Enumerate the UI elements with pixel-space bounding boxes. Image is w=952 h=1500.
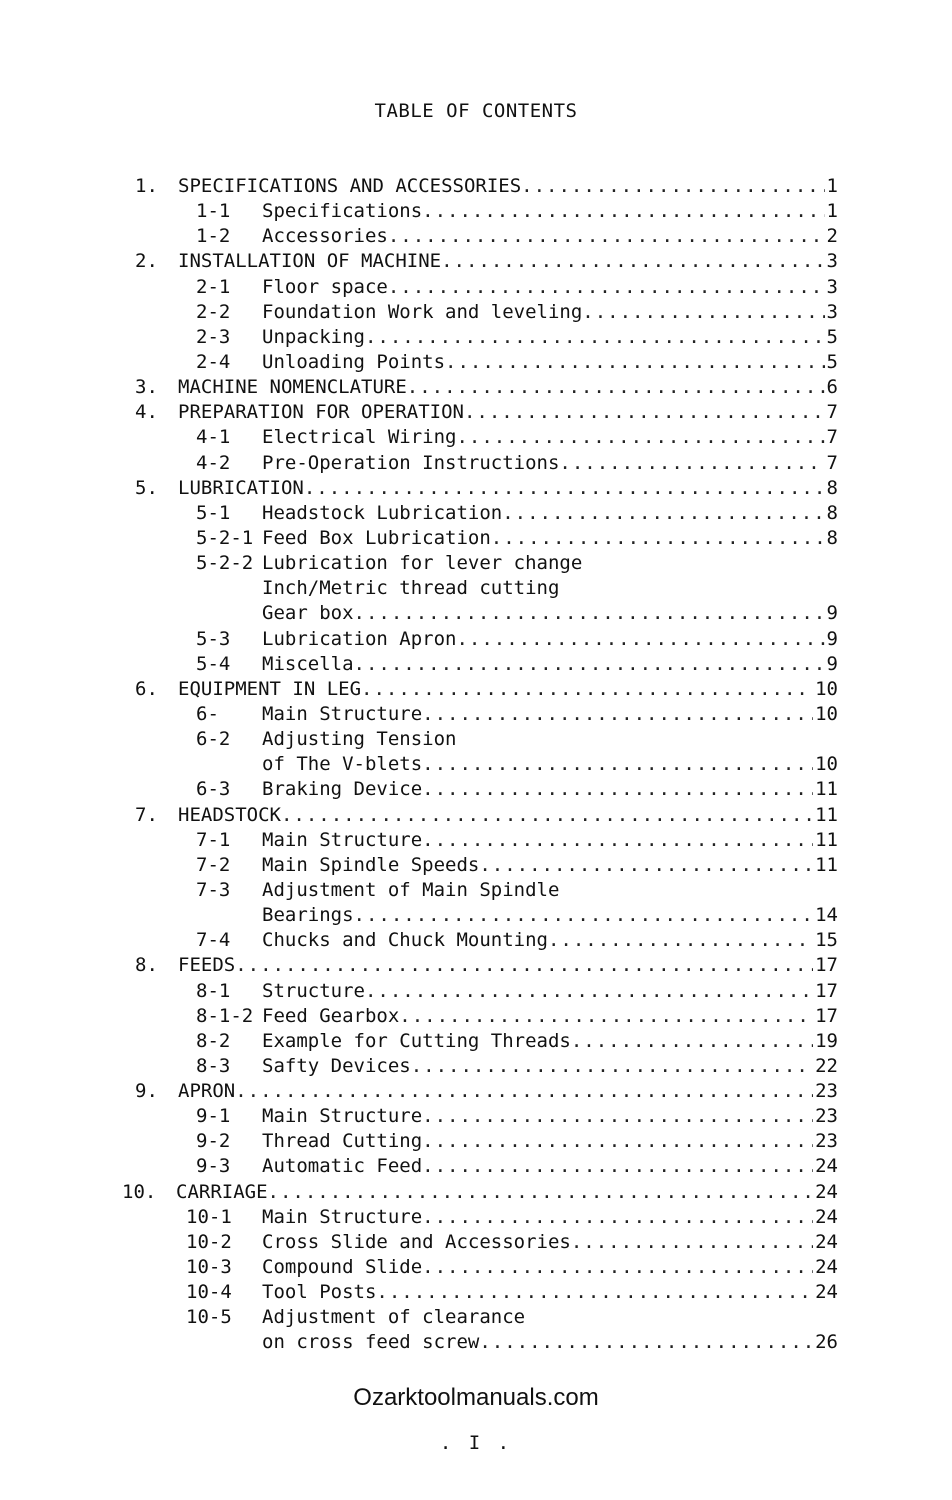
toc-entry-number: 6- [196,702,219,725]
toc-entry-number: 9-1 [196,1105,231,1128]
dot-leader [464,400,825,425]
toc-entry [0,375,952,400]
toc-entry-number: 5-1 [196,501,231,524]
toc-entry-page: 17 [815,954,838,977]
toc-entry-page: 23 [815,1080,838,1103]
dot-leader [548,928,813,953]
dot-leader [521,174,824,199]
toc-entry-title: Feed Gearbox [262,1004,400,1027]
toc-entry-page: 10 [815,677,838,700]
dot-leader [445,350,825,375]
toc-entry-number: 6-3 [196,778,231,801]
toc-entry-page: 9 [826,652,838,675]
toc-entry-number: 4-2 [196,451,231,474]
dot-leader [399,1004,813,1029]
toc-entry-page: 26 [815,1331,838,1354]
toc-entry-title: Accessories [262,225,388,248]
toc-entry [0,953,952,978]
toc-entry-page: 9 [826,627,838,650]
toc-entry-title: MACHINE NOMENCLATURE [178,376,407,399]
dot-leader [304,476,825,501]
dot-leader [411,1054,813,1079]
toc-entry-number: 9. [135,1080,158,1103]
toc-entry-page: 1 [826,200,838,223]
dot-leader [422,1205,813,1230]
toc-entry-number: 7-1 [196,828,231,851]
toc-entry-page: 8 [826,501,838,524]
dot-leader [422,1129,813,1154]
toc-entry-number: 7. [135,803,158,826]
dot-leader [354,601,825,626]
toc-entry [0,979,952,1004]
dot-leader [422,828,813,853]
toc-entry-title: LUBRICATION [178,476,304,499]
toc-entry-page: 22 [815,1054,838,1077]
dot-leader [479,1330,813,1355]
toc-entry-title: Pre-Operation Instructions [262,451,560,474]
toc-entry-number: 5-3 [196,627,231,650]
toc-entry [0,752,952,777]
toc-entry [0,803,952,828]
dot-leader [361,677,813,702]
toc-entry [0,853,952,878]
toc-entry-title: Miscella [262,652,354,675]
toc-entry-title: Bearings [262,904,354,927]
toc-entry-number: 4. [135,401,158,424]
toc-entry-page: 11 [815,803,838,826]
toc-entry-page: 3 [826,275,838,298]
toc-entry-number: 5. [135,476,158,499]
toc-entry-title: Unpacking [262,325,365,348]
toc-entry-title: APRON [178,1080,236,1103]
dot-leader [365,325,825,350]
toc-entry-title: of The V-blets [262,753,423,776]
toc-entry-page: 17 [815,1004,838,1027]
toc-entry [0,526,952,551]
toc-entry-page: 24 [815,1256,838,1279]
toc-entry [0,1255,952,1280]
toc-entry [0,677,952,702]
toc-entry [0,1004,952,1029]
toc-entry-page: 8 [826,476,838,499]
toc-entry-number: 3. [135,376,158,399]
toc-entry-title: Floor space [262,275,388,298]
dot-leader [456,425,824,450]
toc-entry-page: 24 [815,1180,838,1203]
toc-entry [0,627,952,652]
dot-leader [235,953,813,978]
toc-entry-title: Inch/Metric thread cutting [262,577,560,600]
dot-leader [422,777,813,802]
toc-entry-number: 10-3 [186,1256,232,1279]
table-of-contents [0,174,952,1356]
dot-leader [268,1180,814,1205]
toc-entry [0,1029,952,1054]
toc-entry [0,476,952,501]
toc-entry [0,224,952,249]
toc-entry-page: 3 [826,250,838,273]
toc-entry [0,576,952,601]
toc-entry [0,1330,952,1355]
dot-leader [235,1079,813,1104]
toc-entry-number: 9-2 [196,1130,231,1153]
toc-entry [0,300,952,325]
toc-entry-number: 2-3 [196,325,231,348]
toc-entry-number: 8-1 [196,979,231,1002]
toc-entry [0,828,952,853]
toc-entry [0,501,952,526]
toc-entry-number: 1-2 [196,225,231,248]
toc-entry-title: Electrical Wiring [262,426,457,449]
toc-entry-title: Chucks and Chuck Mounting [262,929,548,952]
toc-entry-title: Lubrication for lever change [262,552,583,575]
toc-entry-page: 11 [815,828,838,851]
toc-entry-number: 4-1 [196,426,231,449]
toc-entry-title: Automatic Feed [262,1155,423,1178]
toc-entry-title: Main Structure [262,828,423,851]
dot-leader [388,275,825,300]
toc-entry [0,1079,952,1104]
toc-entry [0,275,952,300]
dot-leader [571,1230,813,1255]
toc-entry-page: 15 [815,929,838,952]
toc-entry [0,1305,952,1330]
toc-entry-number: 8-2 [196,1029,231,1052]
toc-entry-title: Gear box [262,602,354,625]
dot-leader [376,1280,813,1305]
toc-entry-number: 1. [135,175,158,197]
toc-entry-title: Foundation Work and leveling [262,300,583,323]
dot-leader [502,501,824,526]
toc-entry-number: 7-2 [196,853,231,876]
toc-entry [0,928,952,953]
toc-entry-title: Cross Slide and Accessories [262,1230,571,1253]
toc-entry-title: Tool Posts [262,1281,377,1304]
toc-entry [0,903,952,928]
toc-entry-number: 10-2 [186,1230,232,1253]
toc-entry-page: 24 [815,1281,838,1304]
toc-entry-title: HEADSTOCK [178,803,281,826]
toc-entry-page: 9 [826,602,838,625]
toc-entry-title: Structure [262,979,365,1002]
toc-entry-title: Feed Box Lubrication [262,526,491,549]
toc-entry-page: 6 [826,376,838,399]
toc-entry-page: 3 [826,300,838,323]
toc-entry-page: 2 [826,225,838,248]
toc-entry-title: SPECIFICATIONS AND ACCESSORIES [178,175,522,197]
toc-entry [0,777,952,802]
toc-entry-number: 10. [122,1180,157,1203]
dot-leader [422,702,813,727]
footer-website: Ozarktoolmanuals.com [353,1384,599,1411]
toc-entry-title: Adjustment of clearance [262,1306,526,1329]
dot-leader [582,300,824,325]
toc-entry-number: 10-5 [186,1306,232,1329]
toc-entry-title: Example for Cutting Threads [262,1029,571,1052]
dot-leader [456,627,824,652]
toc-entry-number: 8-1-2 [196,1004,254,1027]
toc-entry [0,652,952,677]
toc-entry [0,1129,952,1154]
dot-leader [422,1104,813,1129]
toc-entry [0,174,952,199]
toc-entry [0,702,952,727]
toc-entry [0,350,952,375]
toc-entry [0,1180,952,1205]
toc-entry-number: 2-2 [196,300,231,323]
toc-entry-page: 11 [815,853,838,876]
dot-leader [422,1154,813,1179]
toc-entry-page: 14 [815,904,838,927]
toc-entry-page: 23 [815,1105,838,1128]
toc-entry-title: EQUIPMENT IN LEG [178,677,362,700]
toc-entry [0,727,952,752]
toc-entry [0,1230,952,1255]
toc-entry-page: 24 [815,1230,838,1253]
toc-entry-page: 11 [815,778,838,801]
dot-leader [559,451,824,476]
toc-entry-page: 10 [815,753,838,776]
dot-leader [365,979,813,1004]
toc-entry [0,325,952,350]
toc-entry-page: 7 [826,451,838,474]
toc-entry-number: 9-3 [196,1155,231,1178]
toc-entry-number: 7-4 [196,929,231,952]
toc-entry [0,451,952,476]
toc-entry-number: 2-4 [196,350,231,373]
dot-leader [441,249,824,274]
toc-entry-title: Adjustment of Main Spindle [262,878,560,901]
toc-entry-title: CARRIAGE [176,1180,268,1203]
dot-leader [354,903,814,928]
dot-leader [479,853,813,878]
toc-entry-title: PREPARATION FOR OPERATION [178,401,464,424]
toc-entry-page: 19 [815,1029,838,1052]
toc-entry [0,551,952,576]
toc-entry-number: 5-4 [196,652,231,675]
dot-leader [422,1255,813,1280]
toc-entry-number: 5-2-1 [196,526,254,549]
dot-leader [571,1029,813,1054]
toc-entry-title: on cross feed screw [262,1331,480,1354]
toc-entry-title: Compound Slide [262,1256,423,1279]
toc-entry-title: Main Structure [262,702,423,725]
toc-entry-number: 8-3 [196,1054,231,1077]
toc-entry-number: 10-1 [186,1205,232,1228]
toc-entry [0,1154,952,1179]
toc-entry [0,249,952,274]
toc-entry-page: 7 [826,426,838,449]
footer-page-number: . I . [439,1432,513,1454]
toc-entry-page: 5 [826,325,838,348]
dot-leader [354,652,825,677]
toc-entry-page: 24 [815,1155,838,1178]
toc-entry-title: Main Spindle Speeds [262,853,480,876]
toc-entry-title: Braking Device [262,778,423,801]
toc-entry-page: 8 [826,526,838,549]
dot-leader [491,526,825,551]
toc-entry-number: 5-2-2 [196,552,254,575]
toc-entry [0,878,952,903]
toc-entry-title: Adjusting Tension [262,728,457,751]
toc-entry-title: Safty Devices [262,1054,411,1077]
toc-entry [0,1054,952,1079]
dot-leader [281,803,813,828]
dot-leader [388,224,825,249]
page-title: TABLE OF CONTENTS [374,100,578,122]
toc-entry-page: 10 [815,702,838,725]
toc-entry-number: 8. [135,954,158,977]
toc-entry-title: Main Structure [262,1205,423,1228]
toc-entry-title: Unloading Points [262,350,446,373]
toc-entry [0,1205,952,1230]
toc-entry-title: Headstock Lubrication [262,501,503,524]
toc-entry-title: FEEDS [178,954,236,977]
toc-entry-page: 7 [826,401,838,424]
toc-entry-number: 2. [135,250,158,273]
toc-entry-page: 17 [815,979,838,1002]
toc-entry [0,1280,952,1305]
toc-entry [0,1104,952,1129]
dot-leader [422,199,824,224]
toc-entry-title: INSTALLATION OF MACHINE [178,250,442,273]
toc-entry-page: 5 [826,350,838,373]
toc-entry-title: Main Structure [262,1105,423,1128]
toc-entry-title: Thread Cutting [262,1130,423,1153]
toc-entry [0,425,952,450]
toc-entry-number: 7-3 [196,878,231,901]
toc-entry-number: 6-2 [196,728,231,751]
toc-entry-page: 24 [815,1205,838,1228]
toc-entry [0,199,952,224]
toc-entry-title: Specifications [262,200,423,223]
toc-entry-number: 2-1 [196,275,231,298]
toc-entry-number: 10-4 [186,1281,232,1304]
dot-leader [422,752,813,777]
toc-entry-title: Lubrication Apron [262,627,457,650]
toc-entry-number: 6. [135,677,158,700]
toc-entry [0,601,952,626]
toc-entry-page: 23 [815,1130,838,1153]
toc-entry-page: 1 [826,175,838,197]
dot-leader [407,375,825,400]
toc-entry [0,400,952,425]
toc-entry-number: 1-1 [196,200,231,223]
